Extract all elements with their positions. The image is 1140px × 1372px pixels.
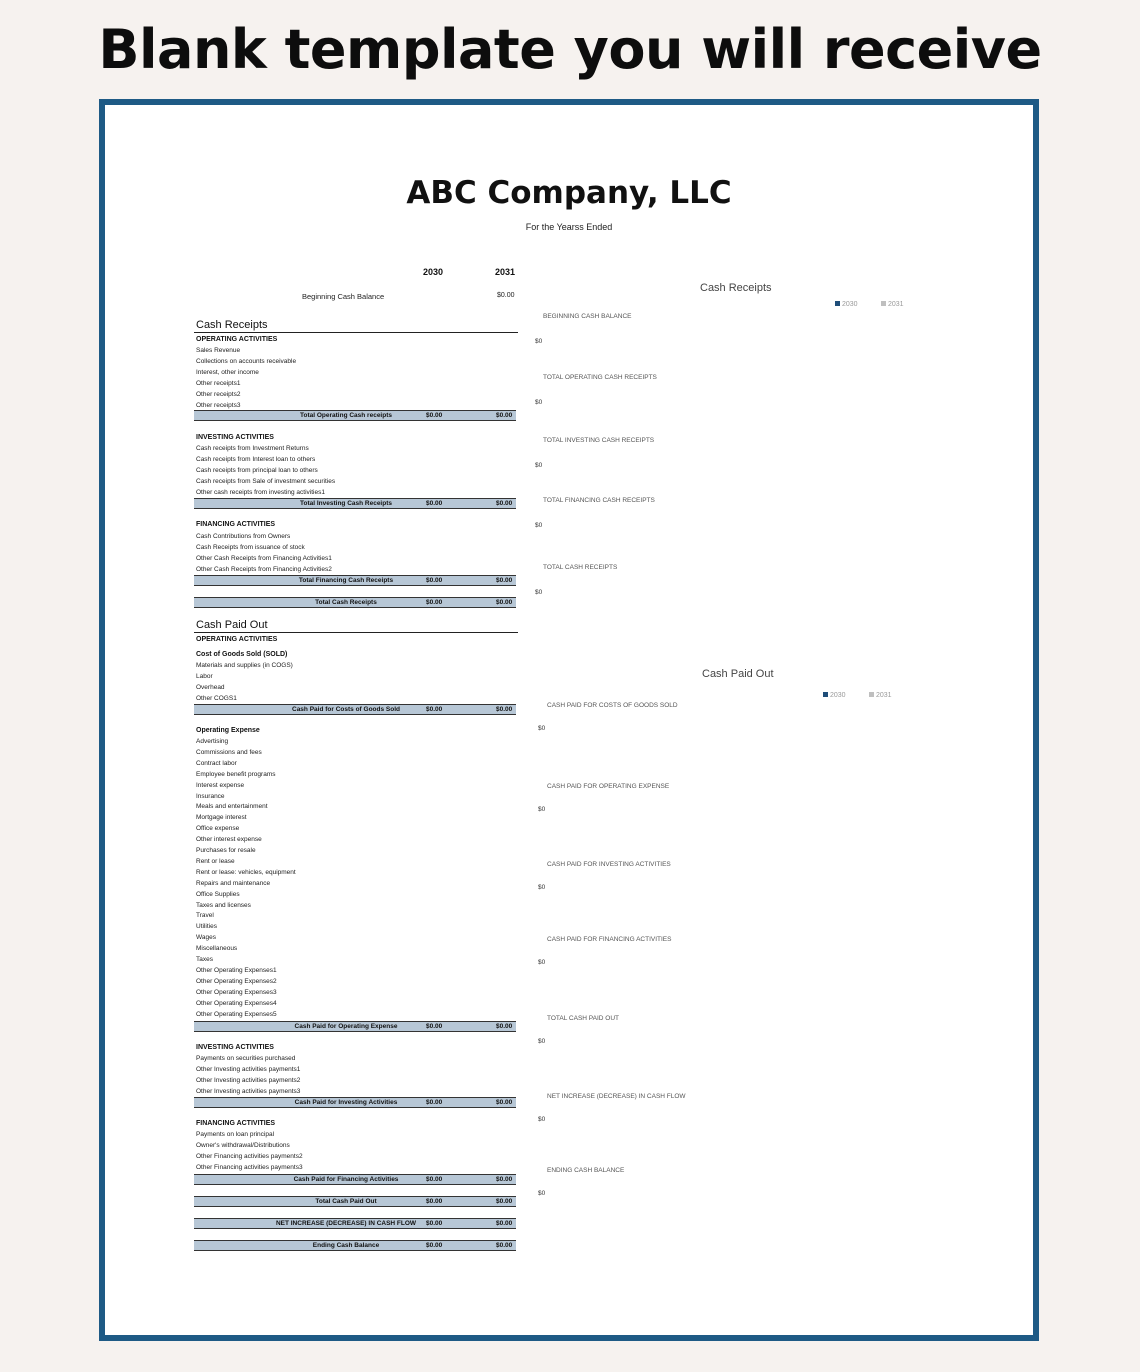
receipt-financing-item: Cash Contributions from Owners [196,533,291,540]
subheading-paid-financing: FINANCING ACTIVITIES [196,1120,276,1127]
chart-0-legend-entry [881,301,904,308]
ending-cash-balance-row-label: Ending Cash Balance [312,1242,380,1249]
receipt-financing-item: Other Cash Receipts from Financing Activities2 [196,566,332,573]
paid-opex-item: Other Operating Expenses3 [196,988,277,996]
total-investing-receipts [194,498,516,509]
subheading-financing: FINANCING ACTIVITIES [196,521,276,528]
total-investing-receipts-label: Total Investing Cash Receipts [300,500,392,507]
legend-swatch [869,692,874,697]
total-cash-receipts [194,597,516,608]
chart-1-category-label: TOTAL CASH PAID OUT [547,1015,619,1022]
receipt-investing-item: Cash receipts from Interest loan to others [196,456,316,463]
total-opex-v1: $0.00 [426,1023,443,1030]
chart-1-category-label: CASH PAID FOR COSTS OF GOODS SOLD [547,702,678,709]
chart-1-value-label: $0 [538,1190,546,1197]
total-cogs-v1: $0.00 [426,706,443,713]
paid-opex-item: Rent or lease [196,857,235,865]
receipt-operating-item: Interest, other income [196,369,259,376]
chart-1-legend-entry [869,692,892,699]
paid-investing-item: Other Investing activities payments1 [196,1065,301,1073]
total-paid-investing-label: Cash Paid for Investing Activities [294,1099,398,1106]
paid-opex-item: Taxes and licenses [196,901,251,909]
chart-0-value-label: $0 [535,589,543,596]
paid-opex-item: Rent or lease: vehicles, equipment [196,868,296,876]
chart-1-category-label: ENDING CASH BALANCE [547,1167,625,1174]
total-paid-investing-v1: $0.00 [426,1099,443,1106]
chart-0-value-label: $0 [535,399,543,406]
total-cash-receipts-v2: $0.00 [496,599,513,606]
chart-0-legend-entry [835,301,858,308]
total-operating-receipts-label: Total Operating Cash receipts [300,412,392,419]
total-cash-paid-out-v1: $0.00 [426,1198,443,1205]
year-header-2031: 2031 [495,267,516,277]
ending-cash-balance-row-v1: $0.00 [426,1242,443,1249]
total-investing-receipts-v2: $0.00 [496,500,513,507]
chart-1-category-label: NET INCREASE (DECREASE) IN CASH FLOW [547,1093,686,1100]
total-cogs [194,704,516,715]
total-investing-receipts-v1: $0.00 [426,500,443,507]
subheading-investing: INVESTING ACTIVITIES [196,434,274,441]
receipt-investing-item: Cash receipts from Investment Returns [196,445,309,452]
receipt-financing-item: Other Cash Receipts from Financing Activities1 [196,555,332,562]
chart-1-category-label: CASH PAID FOR INVESTING ACTIVITIES [547,861,671,868]
paid-opex-item: Meals and entertainment [196,803,268,811]
chart-title-1: Cash Paid Out [702,668,774,680]
paid-cogs-item: Materials and supplies (in COGS) [196,662,293,669]
paid-financing-item: Owner's withdrawal/Distributions [196,1141,290,1149]
total-cogs-label: Cash Paid for Costs of Goods Sold [292,706,400,713]
paid-opex-item: Mortgage interest [196,814,247,822]
subheading-opex: Operating Expense [196,727,260,734]
subheading-paid-investing: INVESTING ACTIVITIES [196,1044,274,1051]
paid-investing-item: Payments on securities purchased [196,1055,296,1062]
paid-opex-item: Insurance [196,792,225,800]
total-operating-receipts [194,410,516,421]
paid-investing-item: Other Investing activities payments3 [196,1087,301,1095]
receipt-operating-item: Sales Revenue [196,347,241,354]
paid-opex-item: Repairs and maintenance [196,879,271,887]
paid-opex-item: Other Operating Expenses1 [196,966,277,974]
total-cogs-v2: $0.00 [496,706,513,713]
total-opex [194,1021,516,1032]
section-heading-cash-paid-out: Cash Paid Out [194,619,518,633]
total-paid-financing-v2: $0.00 [496,1176,513,1183]
legend-label: 2030 [842,301,858,308]
paid-opex-item: Office expense [196,825,240,833]
paid-financing-item: Other Financing activities payments3 [196,1163,303,1171]
paid-opex-item: Other interest expense [196,836,262,844]
paid-cogs-item: Overhead [196,683,225,691]
paid-opex-item: Taxes [196,956,213,963]
report-subtitle: For the Yearss Ended [525,222,613,232]
company-title: ABC Company, LLC [406,175,732,211]
chart-0-category-label: TOTAL CASH RECEIPTS [543,564,618,571]
legend-label: 2031 [876,692,892,699]
section-heading-cash-receipts: Cash Receipts [194,319,518,333]
ending-cash-balance-row-v2: $0.00 [496,1242,513,1249]
paid-opex-item: Advertising [196,738,229,745]
paid-financing-item: Other Financing activities payments2 [196,1152,303,1160]
total-financing-receipts-v2: $0.00 [496,577,513,584]
total-paid-financing-label: Cash Paid for Financing Activities [293,1176,399,1183]
chart-0-value-label: $0 [535,522,543,529]
total-operating-receipts-v1: $0.00 [426,412,443,419]
chart-title-0: Cash Receipts [700,282,772,294]
total-opex-label: Cash Paid for Operating Expense [294,1023,398,1030]
paid-opex-item: Other Operating Expenses2 [196,977,277,985]
receipt-operating-item: Other receipts3 [196,402,241,409]
receipt-operating-item: Collections on accounts receivable [196,358,297,365]
chart-0-category-label: TOTAL OPERATING CASH RECEIPTS [543,374,657,381]
total-financing-receipts [194,575,516,586]
paid-opex-item: Miscellaneous [196,945,238,953]
beginning-balance-value: $0.00 [497,292,515,299]
subheading-operating: OPERATING ACTIVITIES [196,336,278,343]
chart-0-value-label: $0 [535,462,543,469]
chart-1-value-label: $0 [538,959,546,966]
total-cash-paid-out-label: Total Cash Paid Out [315,1198,377,1205]
chart-0-value-label: $0 [535,338,543,345]
template-sheet [99,99,1039,1341]
total-paid-investing-v2: $0.00 [496,1099,513,1106]
net-increase-row-v1: $0.00 [426,1220,443,1227]
legend-label: 2031 [888,301,904,308]
receipt-financing-item: Cash Receipts from issuance of stock [196,544,305,551]
receipt-operating-item: Other receipts2 [196,391,241,398]
legend-label: 2030 [830,692,846,699]
total-financing-receipts-v1: $0.00 [426,577,443,584]
net-increase-row [194,1218,516,1229]
chart-1-value-label: $0 [538,1116,546,1123]
paid-opex-item: Purchases for resale [196,847,256,854]
paid-opex-item: Office Supplies [196,890,240,898]
chart-1-value-label: $0 [538,806,546,813]
paid-opex-item: Interest expense [196,781,245,789]
paid-opex-item: Contract labor [196,759,237,767]
paid-cogs-item: Labor [196,672,213,680]
paid-opex-item: Utilities [196,923,217,931]
receipt-investing-item: Cash receipts from Sale of investment securities [196,478,336,485]
chart-1-value-label: $0 [538,725,546,732]
total-financing-receipts-label: Total Financing Cash Receipts [298,577,394,584]
receipt-investing-item: Cash receipts from principal loan to others [196,467,318,474]
total-paid-investing [194,1097,516,1108]
chart-1-category-label: CASH PAID FOR OPERATING EXPENSE [547,783,670,790]
total-cash-receipts-v1: $0.00 [426,599,443,606]
paid-opex-item: Employee benefit programs [196,770,276,778]
year-header-2030: 2030 [423,267,444,277]
legend-swatch [835,301,840,306]
chart-1-value-label: $0 [538,1038,546,1045]
total-cash-paid-out-v2: $0.00 [496,1198,513,1205]
total-cash-paid-out [194,1196,516,1207]
total-operating-receipts-v2: $0.00 [496,412,513,419]
paid-opex-item: Travel [196,912,214,920]
legend-swatch [881,301,886,306]
chart-0-category-label: TOTAL FINANCING CASH RECEIPTS [543,497,655,504]
paid-opex-item: Commissions and fees [196,748,262,756]
receipt-operating-item: Other receipts1 [196,380,241,387]
paid-opex-item: Other Operating Expenses5 [196,1010,277,1018]
paid-investing-item: Other Investing activities payments2 [196,1076,301,1084]
legend-swatch [823,692,828,697]
chart-1-category-label: CASH PAID FOR FINANCING ACTIVITIES [547,936,672,943]
ending-cash-balance-row [194,1240,516,1251]
net-increase-row-label: NET INCREASE (DECREASE) IN CASH FLOW [275,1220,417,1227]
net-increase-row-v2: $0.00 [496,1220,513,1227]
chart-1-value-label: $0 [538,884,546,891]
subheading-cogs: Cost of Goods Sold (SOLD) [196,651,288,658]
paid-opex-item: Wages [196,934,216,942]
paid-opex-item: Other Operating Expenses4 [196,999,277,1007]
total-opex-v2: $0.00 [496,1023,513,1030]
receipt-investing-item: Other cash receipts from investing activities1 [196,489,325,496]
total-paid-financing [194,1174,516,1185]
beginning-balance-label: Beginning Cash Balance [302,292,385,301]
total-cash-receipts-label: Total Cash Receipts [315,599,377,606]
banner-title: Blank template you will receive [98,18,1042,81]
paid-cogs-item: Other COGS1 [196,694,237,702]
paid-financing-item: Payments on loan principal [196,1131,275,1138]
subheading-paid-operating: OPERATING ACTIVITIES [196,636,278,643]
chart-0-category-label: TOTAL INVESTING CASH RECEIPTS [543,437,655,444]
chart-0-category-label: BEGINNING CASH BALANCE [543,313,632,320]
total-paid-financing-v1: $0.00 [426,1176,443,1183]
chart-1-legend-entry [823,692,846,699]
